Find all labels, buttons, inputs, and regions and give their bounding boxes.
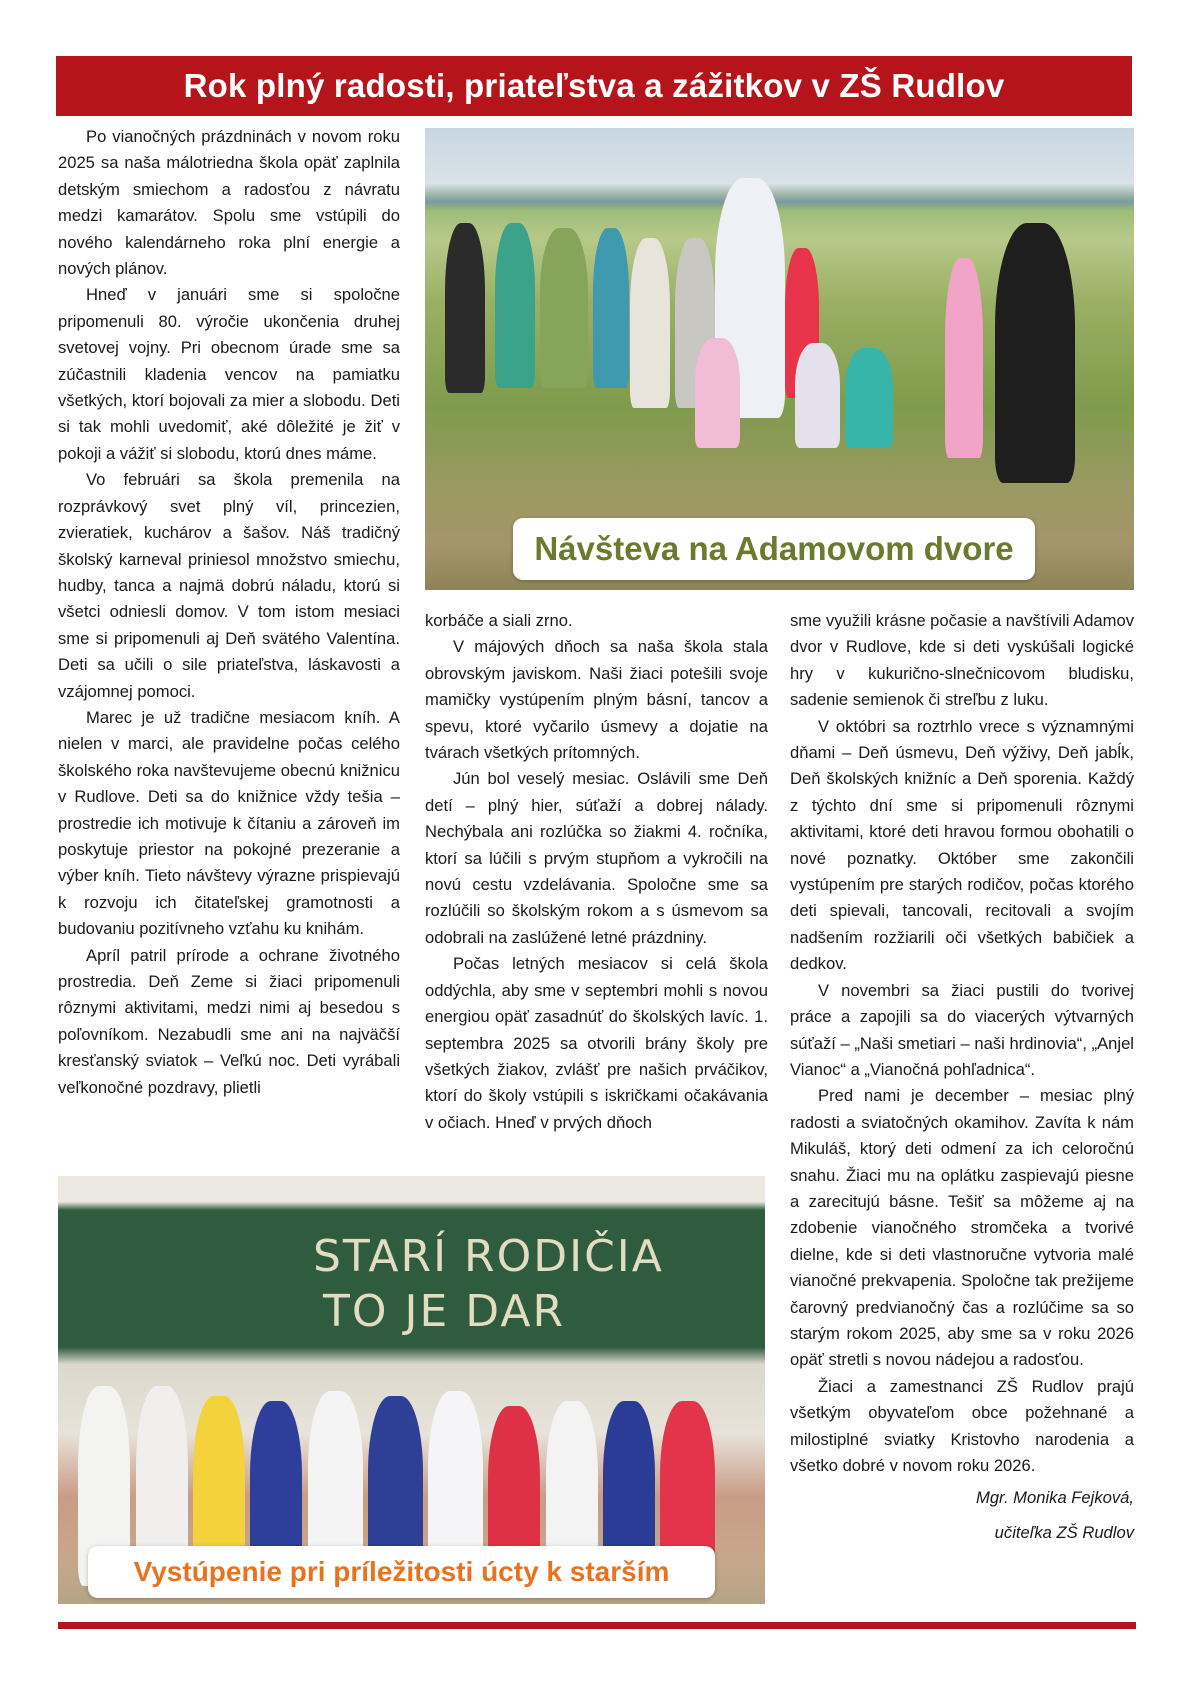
person-figure	[540, 228, 588, 388]
person-figure	[593, 228, 629, 388]
paragraph: Hneď v januári sme si spoločne pripomenuli 80. výročie ukončenia druhej svetovej vojny. Pri obecnom úrade sme sa zúčastnili kladenia vencov na pamiatku všetkých, ktorí bojovali za mier a slobodu. Deti si tak mohli uvedomiť, aké dôležité je žiť v pokoji a vážiť si slobodu, ktorú dnes máme.	[58, 285, 400, 463]
paragraph: Jún bol veselý mesiac. Oslávili sme Deň detí – plný hier, súťaží a dobrej nálady. Nechýbala ani rozlúčka so žiakmi 4. ročníka, ktorí sa lúčili s prvým stupňom a vykročili na novú cestu vzdelávania. Spoločne sme sa rozlúčili so školským rokom a s úsmevom sa odobrali na zaslúžené letné prázdniny.	[425, 769, 768, 947]
paragraph: Apríl patril prírode a ochrane životného prostredia. Deň Zeme si žiaci pripomenuli rôznymi aktivitami, medzi nimi aj besedou s poľovníkom. Nezabudli sme ani na najväčší kresťanský sviatok – Veľkú noc. Deti vyrábali veľkonočné pozdravy, plietli	[58, 945, 400, 1097]
paragraph: V októbri sa roztrhlo vrece s významnými dňami – Deň úsmevu, Deň výživy, Deň jabĺk, Deň školských knižníc a Deň sporenia. Každý z týchto dní sme si pripomenuli rôznymi aktivitami, ktoré deti hravou formou obohatili o nové poznatky. Október sme zakončili vystúpením pre starých rodičov, počas ktorého deti spievali, tancovali, recitovali a svojím nadšením rozžiarili oči všetkých babičiek a dedkov.	[790, 716, 1134, 974]
person-figure	[495, 223, 535, 388]
signature-role: učiteľka ZŠ Rudlov	[994, 1522, 1134, 1542]
photo-caption-box	[513, 518, 1035, 580]
photo-adamov-dvor	[425, 128, 1134, 590]
paragraph: Po vianočných prázdninách v novom roku 2025 sa naša málotriedna škola opäť zaplnila detským smiechom a radosťou z návratu medzi kamarátov. Spolu sme vstúpili do nového kalendárneho roka plní energie a nových plánov.	[58, 127, 400, 279]
paragraph: Pred nami je december – mesiac plný radosti a sviatočných okamihov. Zavíta k nám Mikuláš, ktorý deti odmení za ich celoročnú snahu. Žiaci mu na oplátku zaspievajú piesne a zarecitujú básne. Tešiť sa môžeme aj na zdobenie vianočného stromčeka a tvorivé dielne, kde si deti vlastnoručne vytvoria malé vianočné prekvapenia. Spoločne tak prežijeme čarovný predvianočný čas a rozlúčime sa so starým rokom 2025, aby sme sa v roku 2026 opäť stretli s novou nádejou a radosťou.	[790, 1086, 1134, 1370]
article-column-right	[790, 608, 1134, 1546]
person-figure	[630, 238, 670, 408]
signature-name: Mgr. Monika Fejková,	[976, 1488, 1134, 1508]
photo-caption: Vystúpenie pri príležitosti úcty k starším	[133, 1556, 670, 1587]
paragraph: Žiaci a zamestnanci ZŠ Rudlov prajú všetkým obyvateľom obce požehnané a milostiplné sviatky Kristovho narodenia a všetko dobré v novom roku 2026.	[790, 1376, 1134, 1475]
footer-divider	[58, 1622, 1136, 1629]
article-column-middle	[425, 608, 768, 1136]
paragraph: Marec je už tradične mesiacom kníh. A nielen v marci, ale pravidelne počas celého školského roka navštevujeme obecnú knižnicu v Rudlove. Deti sa do knižnice vždy tešia – prostredie ich motivuje k čítaniu a zároveň im poskytuje priestor na pokojné prezeranie a výber kníh. Tieto návštevy výrazne prispievajú k rozvoju ich čitateľskej gramotnosti a budovaniu pozitívneho vzťahu ku knihám.	[58, 707, 400, 939]
person-figure	[445, 223, 485, 393]
paragraph: V novembri sa žiaci pustili do tvorivej práce a zapojili sa do viacerých výtvarných súťaží – „Naši smetiari – naši hrdinovia“, „Anjel Vianoc“ a „Vianočná pohľadnica“.	[790, 980, 1134, 1079]
article-column-left	[58, 124, 400, 1101]
paragraph: sme využili krásne počasie a navštívili Adamov dvor v Rudlove, kde si deti vyskúšali logické hry v kukuričnо-slnečnicovom bludisku, sadenie semienok či streľbu z luku.	[790, 611, 1135, 710]
paragraph: Vo februári sa škola premenila na rozprávkový svet plný víl, princezien, zvieratiek, kuchárov a šašov. Náš tradičný školský karneval priniesol množstvo smiechu, hudby, tanca a najmä dobrú náladu, ktorú si všetci odniesli domov. V tom istom mesiaci sme si pripomenuli aj Deň svätého Valentína. Deti sa učili o sile priateľstva, láskavosti a vzájomnej pomoci.	[58, 470, 400, 701]
person-figure	[695, 338, 740, 448]
person-figure	[845, 348, 893, 448]
photo-caption: Návšteva na Adamovom dvore	[534, 530, 1014, 567]
paragraph: V májových dňoch sa naša škola stala obrovským javiskom. Naši žiaci potešili svoje mamičky vystúpením plným básní, tancov a spevu, ktoré vyčarilo úsmevy a dojatie na tvárach všetkých prítomných.	[425, 637, 768, 763]
chalkboard-text-line2: TO JE DAR	[323, 1286, 566, 1337]
person-figure	[945, 258, 983, 458]
person-figure	[795, 343, 840, 448]
article-title-banner	[56, 56, 1132, 116]
chalkboard-text-line1: STARÍ RODIČIA	[313, 1231, 664, 1282]
photo-class-performance	[58, 1176, 765, 1604]
person-figure	[995, 223, 1075, 483]
paragraph: korbáče a siali zrno.	[425, 611, 573, 630]
article-title: Rok plný radosti, priateľstva a zážitkov v ZŠ Rudlov	[183, 67, 1005, 104]
photo-caption-box	[88, 1546, 715, 1598]
paragraph: Počas letných mesiacov si celá škola oddýchla, aby sme v septembri mohli s novou energiou opäť zasadnúť do školských lavíc. 1. septembra 2025 sa otvorili brány školy pre všetkých žiakov, zvlášť pre našich prváčikov, ktorí do školy vstúpili s iskričkami očakávania v očiach. Hneď v prvých dňoch	[425, 954, 768, 1132]
